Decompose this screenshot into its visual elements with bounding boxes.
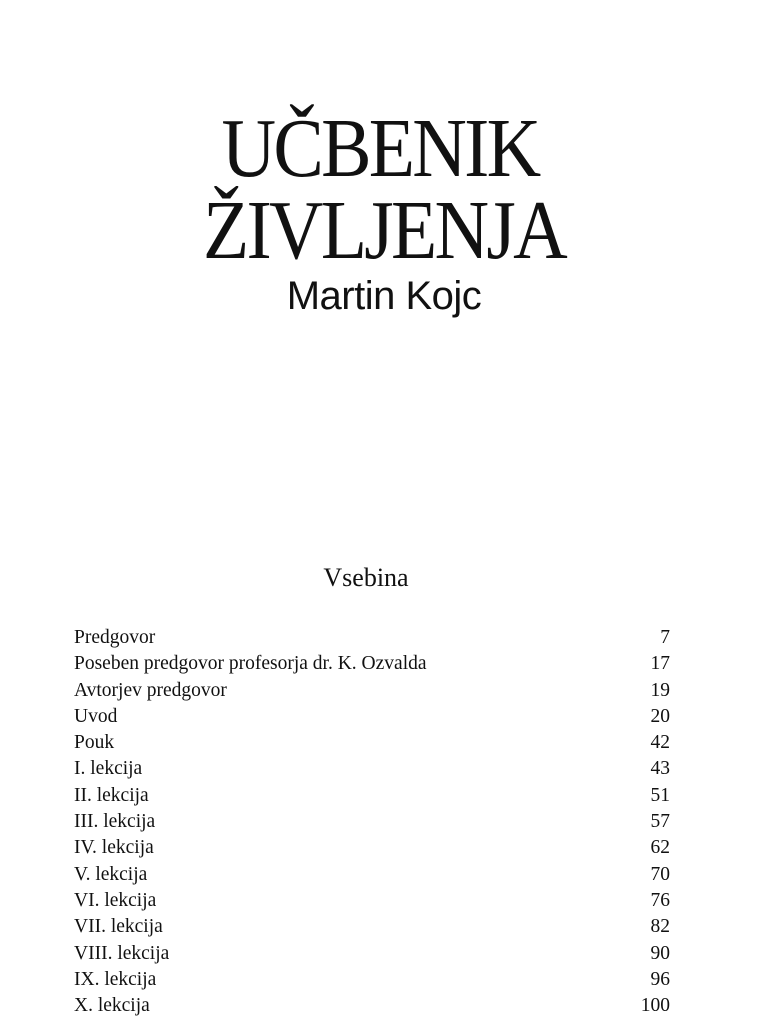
toc-entry-label: Uvod <box>74 705 118 727</box>
toc-entry-label: III. lekcija <box>74 811 156 833</box>
toc-entry-page-number: 100 <box>640 995 670 1017</box>
toc-entry-page-number: 43 <box>650 758 670 780</box>
toc-entry-label: Poseben predgovor profesorja dr. K. Ozvalda <box>74 653 427 675</box>
toc-entry-page-number: 82 <box>650 916 670 938</box>
toc-entry-page-number: 19 <box>650 679 670 701</box>
toc-entry-page-number: 76 <box>650 889 670 911</box>
toc-entry-label: IX. lekcija <box>74 968 157 990</box>
toc-entry-label: V. lekcija <box>74 863 148 885</box>
toc-entry <box>74 704 670 730</box>
toc-entry-label: I. lekcija <box>74 758 143 780</box>
toc-entry <box>74 625 670 651</box>
toc-entry-label: Avtorjev predgovor <box>74 679 227 701</box>
toc-entry-label: II. lekcija <box>74 784 149 806</box>
toc-entry-page-number: 42 <box>650 732 670 754</box>
toc-entry-page-number: 51 <box>650 784 670 806</box>
toc-entry-label: VIII. lekcija <box>74 942 170 964</box>
toc-entry <box>74 730 670 756</box>
toc-entry-label: VII. lekcija <box>74 916 163 938</box>
toc-heading: Vsebina <box>323 563 409 592</box>
toc-entry <box>74 967 670 993</box>
toc-entry-label: Predgovor <box>74 627 156 648</box>
book-title <box>0 102 768 277</box>
book-title-line-1: UČBENIK <box>221 102 539 195</box>
toc-entry <box>74 914 670 940</box>
toc-entry <box>74 835 670 861</box>
toc-entry-page-number: 70 <box>650 863 670 885</box>
toc-entry <box>74 783 670 809</box>
toc-entry-page-number: 7 <box>660 627 670 648</box>
toc-entry-page-number: 96 <box>650 968 670 990</box>
book-author: Martin Kojc <box>286 274 482 318</box>
toc-entry-page-number: 62 <box>650 837 670 859</box>
toc-entry <box>74 809 670 835</box>
toc-entry-label: Pouk <box>74 732 115 754</box>
toc-entry-page-number: 90 <box>650 942 670 964</box>
toc-entry <box>74 651 670 677</box>
toc-entry <box>74 941 670 967</box>
toc-entry <box>74 756 670 782</box>
toc-entry-page-number: 20 <box>650 705 670 727</box>
toc-entry <box>74 678 670 704</box>
toc-entry-label: IV. lekcija <box>74 837 154 859</box>
book-title-line-2: ŽIVLJENJA <box>202 184 566 277</box>
toc-entry-page-number: 17 <box>650 653 670 675</box>
toc-entry <box>74 993 670 1019</box>
toc-entry-label: VI. lekcija <box>74 889 157 911</box>
toc-entry-label: X. lekcija <box>74 995 150 1017</box>
toc-entry <box>74 862 670 888</box>
toc-entry-page-number: 57 <box>650 811 670 833</box>
table-of-contents <box>74 625 670 1019</box>
toc-entry <box>74 888 670 914</box>
